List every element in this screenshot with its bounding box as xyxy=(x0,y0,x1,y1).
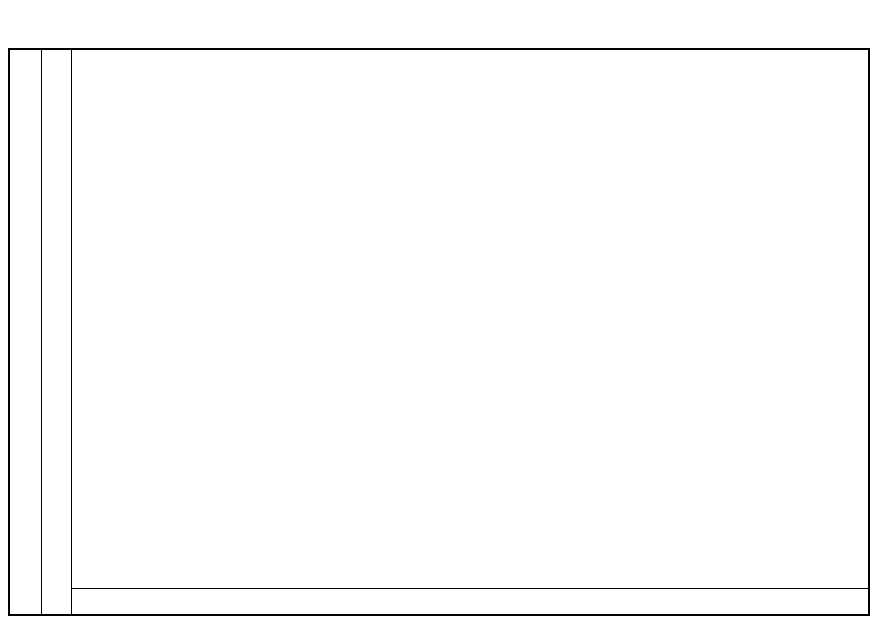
footer-bar xyxy=(72,586,868,614)
elevation-section-drawing xyxy=(72,50,870,588)
notice-board-frame xyxy=(8,48,870,616)
project-column xyxy=(42,50,72,614)
company-column xyxy=(10,50,42,614)
drawing-area xyxy=(72,50,868,589)
